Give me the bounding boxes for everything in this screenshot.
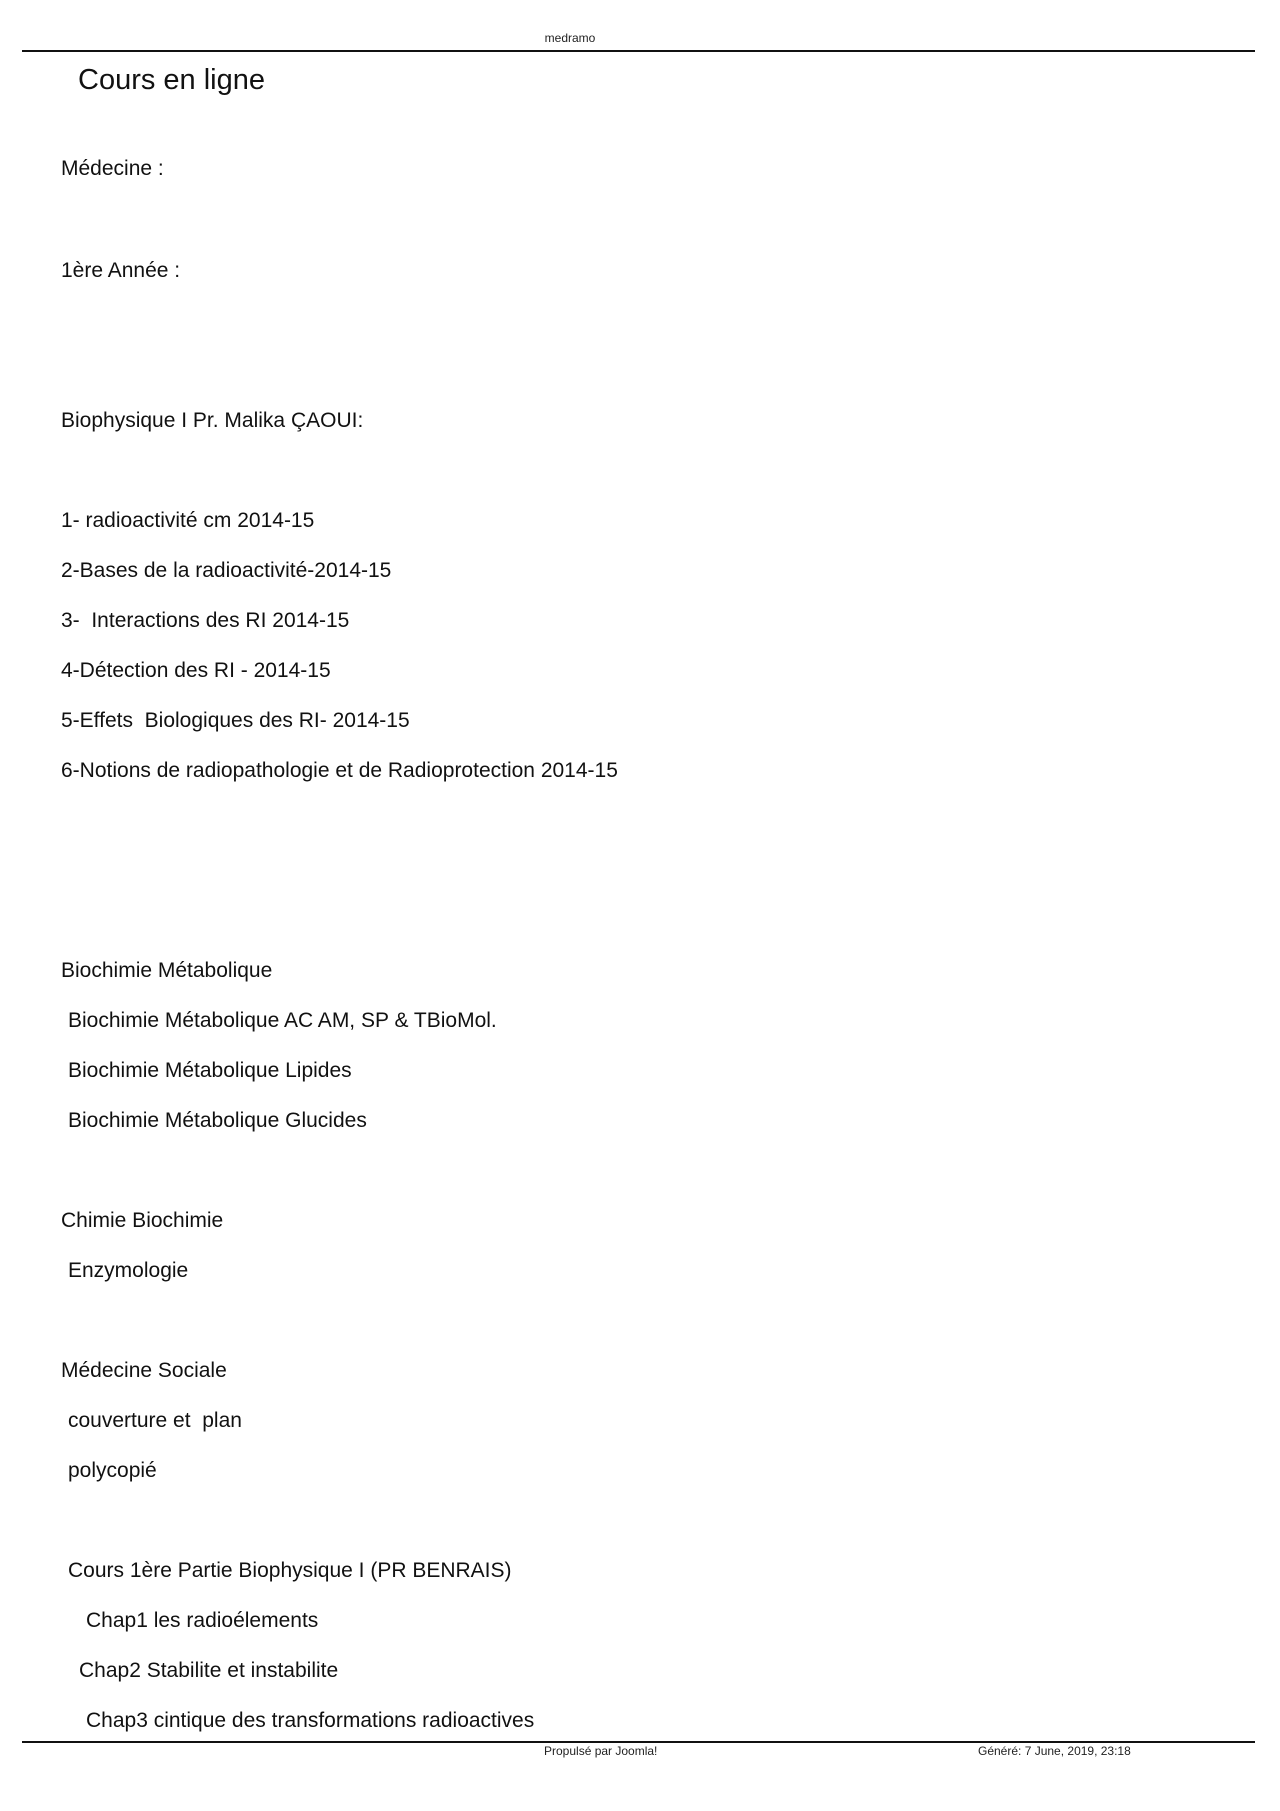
course-link[interactable]: 3- Interactions des RI 2014-15 [61, 609, 350, 632]
course-link[interactable]: 5-Effets Biologiques des RI- 2014-15 [61, 709, 410, 732]
course-link[interactable]: Biochimie Métabolique Lipides [68, 1059, 352, 1082]
header-divider [22, 50, 1255, 52]
course-link[interactable]: Chap2 Stabilite et instabilite [79, 1659, 339, 1682]
course-link[interactable]: Chap3 cintique des transformations radioactives [86, 1709, 535, 1732]
powered-by-text: Propulsé par Joomla! [544, 1744, 658, 1758]
course-link[interactable]: Chap1 les radioélements [86, 1609, 319, 1632]
course-link[interactable]: Biochimie Métabolique AC AM, SP & TBioMol. [68, 1009, 497, 1032]
benrais-heading: Cours 1ère Partie Biophysique I (PR BENRAIS) [68, 1559, 512, 1582]
generated-timestamp: Généré: 7 June, 2019, 23:18 [978, 1744, 1131, 1758]
course-link[interactable]: Biochimie Métabolique Glucides [68, 1109, 367, 1132]
faculty-label: Médecine : [61, 157, 164, 180]
course-link[interactable]: polycopié [68, 1459, 157, 1482]
course-link[interactable]: 4-Détection des RI - 2014-15 [61, 659, 331, 682]
chimie-heading: Chimie Biochimie [61, 1209, 224, 1232]
year-label: 1ère Année : [61, 259, 181, 282]
biophysique-heading: Biophysique I Pr. Malika ÇAOUI: [61, 409, 364, 432]
page-title: Cours en ligne [78, 64, 265, 96]
course-link[interactable]: couverture et plan [68, 1409, 242, 1432]
course-link[interactable]: 2-Bases de la radioactivité-2014-15 [61, 559, 392, 582]
course-link[interactable]: Enzymologie [68, 1259, 189, 1282]
medsoc-heading: Médecine Sociale [61, 1359, 227, 1382]
biochimie-heading: Biochimie Métabolique [61, 959, 273, 982]
course-link[interactable]: 1- radioactivité cm 2014-15 [61, 509, 315, 532]
site-name: medramo [544, 31, 596, 45]
footer-divider [22, 1741, 1255, 1743]
course-link[interactable]: 6-Notions de radiopathologie et de Radioprotection 2014-15 [61, 759, 618, 782]
